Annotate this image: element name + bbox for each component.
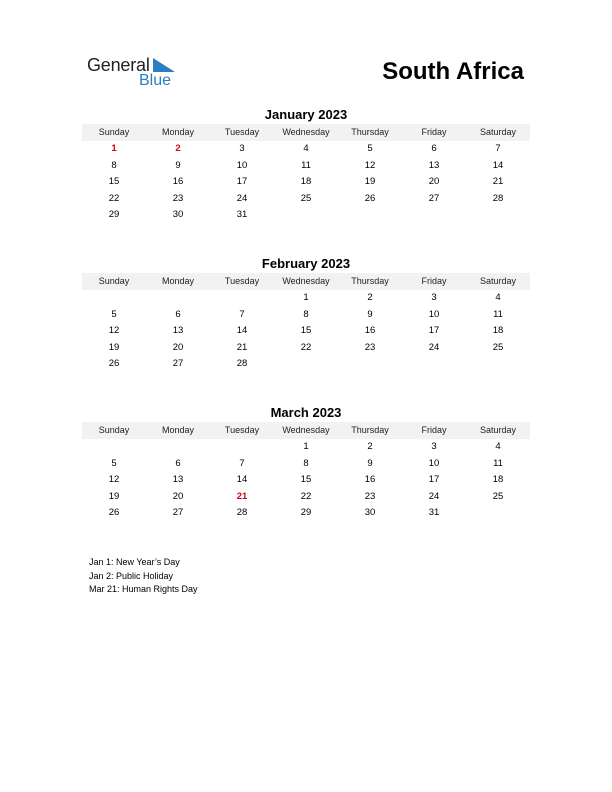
weekday-label: Sunday <box>98 276 130 286</box>
weekday-label: Tuesday <box>224 276 260 286</box>
day-cell: 24 <box>428 341 440 353</box>
day-cell: 22 <box>108 192 120 204</box>
day-cell <box>146 439 210 456</box>
weekday-label: Friday <box>421 276 447 286</box>
day-cell <box>402 207 466 224</box>
country-title: South Africa <box>382 58 524 85</box>
day-cell: 27 <box>172 358 184 369</box>
day-cell: 29 <box>300 507 312 518</box>
day-cell: 25 <box>300 192 312 204</box>
day-cell: 23 <box>364 490 376 502</box>
day-cell: 14 <box>236 325 248 336</box>
day-cell: 20 <box>172 490 184 502</box>
day-cell: 15 <box>300 325 312 336</box>
day-cell: 9 <box>175 159 181 171</box>
day-cell: 21 <box>492 176 504 187</box>
day-cell: 13 <box>428 159 440 171</box>
day-cell: 14 <box>236 474 248 485</box>
day-cell: 10 <box>236 159 248 171</box>
day-cell: 3 <box>431 292 437 303</box>
week-row <box>82 290 530 307</box>
day-cell <box>82 439 146 456</box>
day-cell: 11 <box>493 457 503 469</box>
logo-text-general: General <box>87 55 150 75</box>
day-cell: 1 <box>303 292 309 303</box>
day-cell: 14 <box>492 159 504 171</box>
day-cell: 6 <box>175 308 181 320</box>
day-cell: 7 <box>495 143 501 154</box>
day-cell: 25 <box>492 490 504 502</box>
holiday-note: Mar 21: Human Rights Day <box>89 584 198 594</box>
day-cell: 2 <box>175 143 181 154</box>
day-cell: 22 <box>300 490 312 502</box>
weekday-label: Monday <box>161 425 195 435</box>
day-cell: 30 <box>364 507 376 518</box>
weekday-label: Saturday <box>479 425 517 435</box>
day-cell: 9 <box>367 457 373 469</box>
day-cell: 16 <box>364 474 376 485</box>
week-row <box>82 307 530 324</box>
day-cell: 31 <box>428 507 440 518</box>
weekday-header-row <box>82 273 530 290</box>
month-title: February 2023 <box>261 256 351 271</box>
month-title: January 2023 <box>264 107 348 122</box>
weekday-header-row <box>82 422 530 439</box>
weekday-label: Thursday <box>351 425 389 435</box>
month-february <box>82 256 530 373</box>
week-row <box>82 141 530 158</box>
day-cell: 21 <box>236 341 248 353</box>
day-cell: 26 <box>108 507 120 518</box>
day-cell <box>274 207 338 224</box>
week-row <box>82 340 530 357</box>
day-cell: 20 <box>428 176 440 187</box>
day-cell: 19 <box>108 341 120 353</box>
day-cell: 10 <box>428 308 440 320</box>
logo-text-blue: Blue <box>139 72 172 89</box>
weekday-label: Monday <box>161 127 195 137</box>
weekday-label: Wednesday <box>282 127 330 137</box>
weekday-label: Saturday <box>479 127 517 137</box>
day-cell: 15 <box>108 176 120 187</box>
day-cell <box>466 207 530 224</box>
holiday-notes <box>89 556 198 597</box>
day-cell: 19 <box>108 490 120 502</box>
weekday-label: Thursday <box>351 127 389 137</box>
day-cell: 4 <box>495 441 501 452</box>
day-cell: 6 <box>175 457 181 469</box>
day-cell <box>146 290 210 307</box>
day-cell: 15 <box>300 474 312 485</box>
day-cell: 29 <box>108 209 120 220</box>
day-cell: 18 <box>492 325 504 336</box>
day-cell: 19 <box>364 176 376 187</box>
week-row <box>82 505 530 522</box>
day-cell: 3 <box>239 143 245 154</box>
weekday-label: Monday <box>161 276 195 286</box>
weekday-label: Tuesday <box>224 425 260 435</box>
day-cell: 9 <box>367 308 373 320</box>
day-cell: 18 <box>300 176 312 187</box>
day-cell: 1 <box>303 441 309 452</box>
general-blue-logo <box>87 55 197 91</box>
week-row <box>82 323 530 340</box>
weekday-header-row <box>82 124 530 141</box>
day-cell: 11 <box>493 308 503 320</box>
day-cell: 17 <box>428 325 440 336</box>
day-cell: 8 <box>303 457 309 469</box>
weekday-label: Sunday <box>98 127 130 137</box>
day-cell: 7 <box>239 308 245 320</box>
day-cell: 30 <box>172 209 184 220</box>
weekday-label: Friday <box>421 425 447 435</box>
weekday-label: Tuesday <box>224 127 260 137</box>
day-cell: 8 <box>303 308 309 320</box>
day-cell: 11 <box>301 159 311 171</box>
week-row <box>82 207 530 224</box>
week-row <box>82 439 530 456</box>
day-cell <box>210 290 274 307</box>
day-cell: 5 <box>367 143 373 154</box>
day-cell: 4 <box>495 292 501 303</box>
day-cell <box>402 356 466 373</box>
day-cell: 5 <box>111 308 117 320</box>
day-cell: 13 <box>172 325 184 336</box>
day-cell: 25 <box>492 341 504 353</box>
day-cell: 16 <box>172 176 184 187</box>
week-row <box>82 174 530 191</box>
day-cell: 23 <box>172 192 184 204</box>
holiday-note: Jan 2: Public Holiday <box>89 570 174 581</box>
month-march <box>82 405 530 522</box>
weekday-label: Wednesday <box>282 425 330 435</box>
day-cell: 26 <box>108 358 120 369</box>
day-cell: 28 <box>236 358 248 369</box>
day-cell: 6 <box>431 143 437 154</box>
day-cell: 4 <box>303 143 309 154</box>
day-cell: 3 <box>431 441 437 452</box>
holiday-note: Jan 1: New Year’s Day <box>89 557 180 567</box>
day-cell <box>338 356 402 373</box>
day-cell: 2 <box>367 441 373 452</box>
day-cell: 27 <box>172 507 184 518</box>
weekday-label: Wednesday <box>282 276 330 286</box>
day-cell: 17 <box>428 474 440 485</box>
day-cell: 24 <box>428 490 440 502</box>
month-title: March 2023 <box>270 405 342 420</box>
day-cell: 1 <box>111 143 117 154</box>
week-row <box>82 456 530 473</box>
weekday-label: Saturday <box>479 276 517 286</box>
day-cell: 18 <box>492 474 504 485</box>
week-row <box>82 472 530 489</box>
day-cell: 31 <box>236 209 248 220</box>
day-cell: 24 <box>236 192 248 204</box>
day-cell <box>82 290 146 307</box>
day-cell: 7 <box>239 457 245 469</box>
weekday-label: Friday <box>421 127 447 137</box>
day-cell: 21 <box>236 490 248 502</box>
day-cell <box>338 207 402 224</box>
day-cell <box>210 439 274 456</box>
day-cell: 22 <box>300 341 312 353</box>
week-row <box>82 158 530 175</box>
day-cell: 13 <box>172 474 184 485</box>
day-cell: 28 <box>492 192 504 204</box>
day-cell: 2 <box>367 292 373 303</box>
day-cell: 12 <box>364 159 376 171</box>
day-cell <box>466 356 530 373</box>
day-cell: 12 <box>108 325 120 336</box>
month-january <box>82 107 530 224</box>
weekday-label: Sunday <box>98 425 130 435</box>
weekday-label: Thursday <box>351 276 389 286</box>
day-cell: 5 <box>111 457 117 469</box>
day-cell: 12 <box>108 474 120 485</box>
logo-triangle-icon <box>153 58 175 72</box>
week-row <box>82 191 530 208</box>
week-row <box>82 356 530 373</box>
day-cell: 8 <box>111 159 117 171</box>
week-row <box>82 489 530 506</box>
day-cell <box>274 356 338 373</box>
day-cell: 17 <box>236 176 248 187</box>
day-cell: 16 <box>364 325 376 336</box>
day-cell: 23 <box>364 341 376 353</box>
day-cell: 26 <box>364 192 376 204</box>
day-cell <box>466 505 530 522</box>
day-cell: 28 <box>236 507 248 518</box>
day-cell: 10 <box>428 457 440 469</box>
day-cell: 20 <box>172 341 184 353</box>
day-cell: 27 <box>428 192 440 204</box>
